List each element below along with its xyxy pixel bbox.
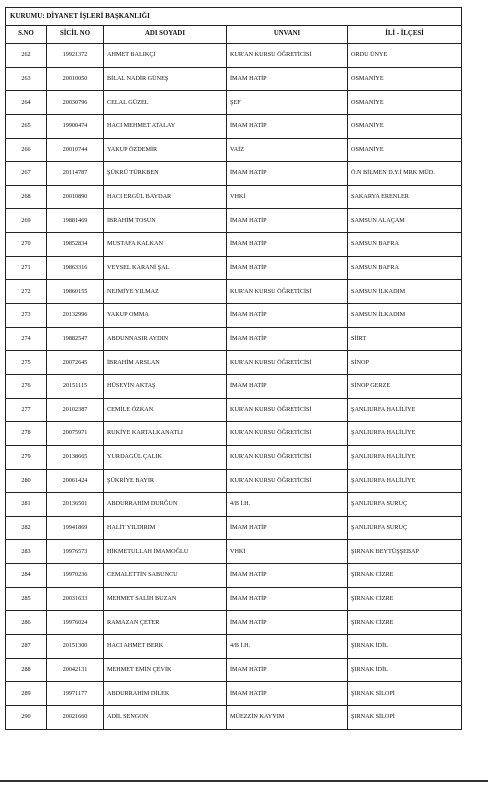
cell-ili-ilcesi: ŞIRNAK CİZRE	[348, 587, 462, 611]
cell-adi-soyadi: ŞÜKRİYE BAYIR	[104, 469, 227, 493]
cell-sicil-no: 19882547	[47, 327, 104, 351]
cell-sno: 271	[6, 256, 47, 280]
cell-adi-soyadi: AHMET BALIKÇI	[104, 44, 227, 68]
cell-sno: 262	[6, 44, 47, 68]
cell-unvani: İMAM HATİP	[227, 327, 348, 351]
cell-sno: 290	[6, 705, 47, 729]
table-row	[6, 493, 462, 517]
cell-ili-ilcesi: SAMSUN İLKADIM	[348, 280, 462, 304]
cell-sno: 278	[6, 422, 47, 446]
cell-adi-soyadi: MEHMET SALİH BUZAN	[104, 587, 227, 611]
cell-ili-ilcesi: ŞIRNAK İDİL	[348, 658, 462, 682]
table-row	[6, 540, 462, 564]
cell-unvani: İMAM HATİP	[227, 162, 348, 186]
cell-adi-soyadi: ADİL SENGON	[104, 705, 227, 729]
cell-sno: 272	[6, 280, 47, 304]
cell-adi-soyadi: HÜSEYİN AKTAŞ	[104, 374, 227, 398]
cell-sicil-no: 19860155	[47, 280, 104, 304]
table-row	[6, 611, 462, 635]
cell-unvani: KUR'AN KURSU ÖĞRETİCİSİ	[227, 398, 348, 422]
cell-ili-ilcesi: OSMANİYE	[348, 91, 462, 115]
cell-adi-soyadi: RAMAZAN ÇETER	[104, 611, 227, 635]
table-row	[6, 304, 462, 328]
cell-ili-ilcesi: ŞANLIURFA HALİLİYE	[348, 398, 462, 422]
cell-unvani: İMAM HATİP	[227, 209, 348, 233]
table-row	[6, 445, 462, 469]
cell-sicil-no: 20136501	[47, 493, 104, 517]
cell-adi-soyadi: ABDURRAHİM DURĞUN	[104, 493, 227, 517]
cell-sno: 283	[6, 540, 47, 564]
cell-adi-soyadi: CEMALETTİN SABUNCU	[104, 564, 227, 588]
cell-unvani: VHKİ	[227, 185, 348, 209]
cell-sicil-no: 20010744	[47, 138, 104, 162]
cell-sno: 288	[6, 658, 47, 682]
cell-adi-soyadi: HACI MEHMET ATALAY	[104, 114, 227, 138]
table-row	[6, 351, 462, 375]
cell-sno: 281	[6, 493, 47, 517]
cell-sicil-no: 20138665	[47, 445, 104, 469]
cell-unvani: KUR'AN KURSU ÖĞRETİCİSİ	[227, 445, 348, 469]
table-row	[6, 209, 462, 233]
cell-ili-ilcesi: ŞIRNAK SİLOPİ	[348, 705, 462, 729]
cell-ili-ilcesi: OSMANİYE	[348, 138, 462, 162]
cell-adi-soyadi: İBRAHİM ARSLAN	[104, 351, 227, 375]
table-row	[6, 280, 462, 304]
table-row	[6, 67, 462, 91]
table-row	[6, 233, 462, 257]
table-row	[6, 587, 462, 611]
cell-ili-ilcesi: ŞANLIURFA SURUÇ	[348, 493, 462, 517]
cell-sicil-no: 20151300	[47, 635, 104, 659]
cell-sicil-no: 20102387	[47, 398, 104, 422]
cell-sno: 267	[6, 162, 47, 186]
cell-sicil-no: 20031633	[47, 587, 104, 611]
cell-ili-ilcesi: SAMSUN BAFRA	[348, 256, 462, 280]
cell-adi-soyadi: İBRAHİM TOSUN	[104, 209, 227, 233]
cell-sno: 274	[6, 327, 47, 351]
cell-unvani: 4/B İ.H.	[227, 493, 348, 517]
cell-ili-ilcesi: OSMANİYE	[348, 67, 462, 91]
cell-ili-ilcesi: OSMANİYE	[348, 114, 462, 138]
cell-ili-ilcesi: Ö.N BİLMEN D.Y.İ MRK MÜD.	[348, 162, 462, 186]
table-header-row	[6, 26, 462, 44]
header-sicil-no: SİCİL NO	[47, 26, 104, 44]
cell-unvani: KUR'AN KURSU ÖĞRETİCİSİ	[227, 280, 348, 304]
cell-adi-soyadi: YAKUP ÖZDEMİR	[104, 138, 227, 162]
table-row	[6, 44, 462, 68]
cell-adi-soyadi: HACI AHMET BERK	[104, 635, 227, 659]
cell-ili-ilcesi: ORDU ÜNYE	[348, 44, 462, 68]
cell-ili-ilcesi: ŞANLIURFA HALİLİYE	[348, 469, 462, 493]
cell-sno: 286	[6, 611, 47, 635]
cell-unvani: KUR'AN KURSU ÖĞRETİCİSİ	[227, 351, 348, 375]
personnel-table	[5, 7, 462, 730]
cell-sno: 279	[6, 445, 47, 469]
cell-sicil-no: 19900474	[47, 114, 104, 138]
cell-ili-ilcesi: SAMSUN ALAÇAM	[348, 209, 462, 233]
cell-unvani: VAİZ	[227, 138, 348, 162]
table-row	[6, 327, 462, 351]
cell-ili-ilcesi: ŞANLIURFA HALİLİYE	[348, 422, 462, 446]
cell-sno: 268	[6, 185, 47, 209]
cell-sicil-no: 20030796	[47, 91, 104, 115]
cell-adi-soyadi: HİKMETULLAH İMAMOĞLU	[104, 540, 227, 564]
cell-unvani: VHKİ	[227, 540, 348, 564]
cell-sno: 263	[6, 67, 47, 91]
cell-unvani: ŞEF	[227, 91, 348, 115]
table-row	[6, 422, 462, 446]
cell-unvani: İMAM HATİP	[227, 611, 348, 635]
cell-sno: 266	[6, 138, 47, 162]
cell-ili-ilcesi: SAKARYA ERENLER	[348, 185, 462, 209]
cell-sicil-no: 20042131	[47, 658, 104, 682]
cell-adi-soyadi: YURDAGÜL ÇALIK	[104, 445, 227, 469]
cell-sicil-no: 19863316	[47, 256, 104, 280]
cell-sicil-no: 20010050	[47, 67, 104, 91]
header-sno: S.NO	[6, 26, 47, 44]
cell-unvani: İMAM HATİP	[227, 304, 348, 328]
cell-ili-ilcesi: SİNOP GERZE	[348, 374, 462, 398]
cell-ili-ilcesi: ŞANLIURFA HALİLİYE	[348, 445, 462, 469]
cell-sicil-no: 20114787	[47, 162, 104, 186]
table-row	[6, 138, 462, 162]
cell-adi-soyadi: NEJMİYE YILMAZ	[104, 280, 227, 304]
institution-label: KURUMU: DİYANET İŞLERİ BAŞKANLIĞI	[6, 8, 462, 26]
cell-sno: 270	[6, 233, 47, 257]
cell-sno: 289	[6, 682, 47, 706]
cell-unvani: MÜEZZİN KAYYIM	[227, 705, 348, 729]
bottom-divider	[0, 780, 488, 782]
cell-ili-ilcesi: ŞIRNAK BEYTÜŞŞEBAP	[348, 540, 462, 564]
cell-unvani: 4/B İ.H.	[227, 635, 348, 659]
cell-unvani: KUR'AN KURSU ÖĞRETİCİSİ	[227, 44, 348, 68]
table-row	[6, 658, 462, 682]
cell-unvani: İMAM HATİP	[227, 564, 348, 588]
institution-row	[6, 8, 462, 26]
header-adi-soyadi: ADI SOYADI	[104, 26, 227, 44]
cell-adi-soyadi: ABDURRAHİM DİLEK	[104, 682, 227, 706]
cell-sicil-no: 19852834	[47, 233, 104, 257]
cell-sicil-no: 19941869	[47, 516, 104, 540]
cell-sno: 265	[6, 114, 47, 138]
cell-sno: 287	[6, 635, 47, 659]
cell-sicil-no: 20061424	[47, 469, 104, 493]
cell-sno: 273	[6, 304, 47, 328]
cell-sicil-no: 19976573	[47, 540, 104, 564]
cell-unvani: İMAM HATİP	[227, 114, 348, 138]
cell-sicil-no: 20010890	[47, 185, 104, 209]
cell-unvani: İMAM HATİP	[227, 587, 348, 611]
cell-ili-ilcesi: SAMSUN İLKADIM	[348, 304, 462, 328]
table-row	[6, 256, 462, 280]
cell-adi-soyadi: RUKİYE KARTALKANATLI	[104, 422, 227, 446]
cell-adi-soyadi: ABDUNNASIR AYDIN	[104, 327, 227, 351]
table-row	[6, 469, 462, 493]
cell-sno: 280	[6, 469, 47, 493]
cell-sno: 277	[6, 398, 47, 422]
cell-ili-ilcesi: SAMSUN BAFRA	[348, 233, 462, 257]
cell-ili-ilcesi: ŞIRNAK İDİL	[348, 635, 462, 659]
cell-sicil-no: 20072645	[47, 351, 104, 375]
cell-sicil-no: 20075971	[47, 422, 104, 446]
header-ili-ilcesi: İLİ - İLÇESİ	[348, 26, 462, 44]
table-row	[6, 635, 462, 659]
table-row	[6, 564, 462, 588]
cell-sno: 275	[6, 351, 47, 375]
table-row	[6, 374, 462, 398]
cell-ili-ilcesi: ŞANLIURFA SURUÇ	[348, 516, 462, 540]
cell-sno: 269	[6, 209, 47, 233]
table-row	[6, 185, 462, 209]
table-row	[6, 682, 462, 706]
header-unvani: UNVANI	[227, 26, 348, 44]
cell-sno: 285	[6, 587, 47, 611]
cell-ili-ilcesi: SİİRT	[348, 327, 462, 351]
cell-adi-soyadi: BİLAL NADİR GÜNEŞ	[104, 67, 227, 91]
table-row	[6, 705, 462, 729]
cell-unvani: İMAM HATİP	[227, 658, 348, 682]
cell-unvani: İMAM HATİP	[227, 516, 348, 540]
cell-adi-soyadi: VEYSEL KARANİ ŞAL	[104, 256, 227, 280]
cell-unvani: KUR'AN KURSU ÖĞRETİCİSİ	[227, 469, 348, 493]
cell-sicil-no: 19881469	[47, 209, 104, 233]
cell-adi-soyadi: CELAL GÜZEL	[104, 91, 227, 115]
cell-unvani: KUR'AN KURSU ÖĞRETİCİSİ	[227, 422, 348, 446]
cell-ili-ilcesi: SİNOP	[348, 351, 462, 375]
table-row	[6, 91, 462, 115]
cell-sno: 264	[6, 91, 47, 115]
cell-ili-ilcesi: ŞIRNAK CİZRE	[348, 611, 462, 635]
cell-unvani: İMAM HATİP	[227, 67, 348, 91]
cell-sno: 282	[6, 516, 47, 540]
cell-ili-ilcesi: ŞIRNAK CİZRE	[348, 564, 462, 588]
cell-ili-ilcesi: ŞIRNAK SİLOPİ	[348, 682, 462, 706]
cell-sicil-no: 19976024	[47, 611, 104, 635]
table-row	[6, 516, 462, 540]
cell-unvani: İMAM HATİP	[227, 256, 348, 280]
cell-sno: 284	[6, 564, 47, 588]
cell-adi-soyadi: YAKUP OMMA	[104, 304, 227, 328]
table-row	[6, 114, 462, 138]
cell-adi-soyadi: HACI ERGÜL BAYDAR	[104, 185, 227, 209]
cell-sicil-no: 19971177	[47, 682, 104, 706]
cell-sno: 276	[6, 374, 47, 398]
cell-adi-soyadi: MEHMET EMİN ÇEVİK	[104, 658, 227, 682]
cell-sicil-no: 19921372	[47, 44, 104, 68]
cell-sicil-no: 19970236	[47, 564, 104, 588]
cell-adi-soyadi: MUSTAFA KALKAN	[104, 233, 227, 257]
cell-adi-soyadi: CEMİLE ÖZKAN	[104, 398, 227, 422]
cell-unvani: İMAM HATİP	[227, 374, 348, 398]
cell-sicil-no: 20132996	[47, 304, 104, 328]
cell-adi-soyadi: HALİT YILDIRIM	[104, 516, 227, 540]
cell-unvani: İMAM HATİP	[227, 682, 348, 706]
table-row	[6, 398, 462, 422]
cell-adi-soyadi: ŞÜKRÜ TÜRKBEN	[104, 162, 227, 186]
cell-sicil-no: 20151115	[47, 374, 104, 398]
cell-unvani: İMAM HATİP	[227, 233, 348, 257]
table-row	[6, 162, 462, 186]
cell-sicil-no: 20021660	[47, 705, 104, 729]
